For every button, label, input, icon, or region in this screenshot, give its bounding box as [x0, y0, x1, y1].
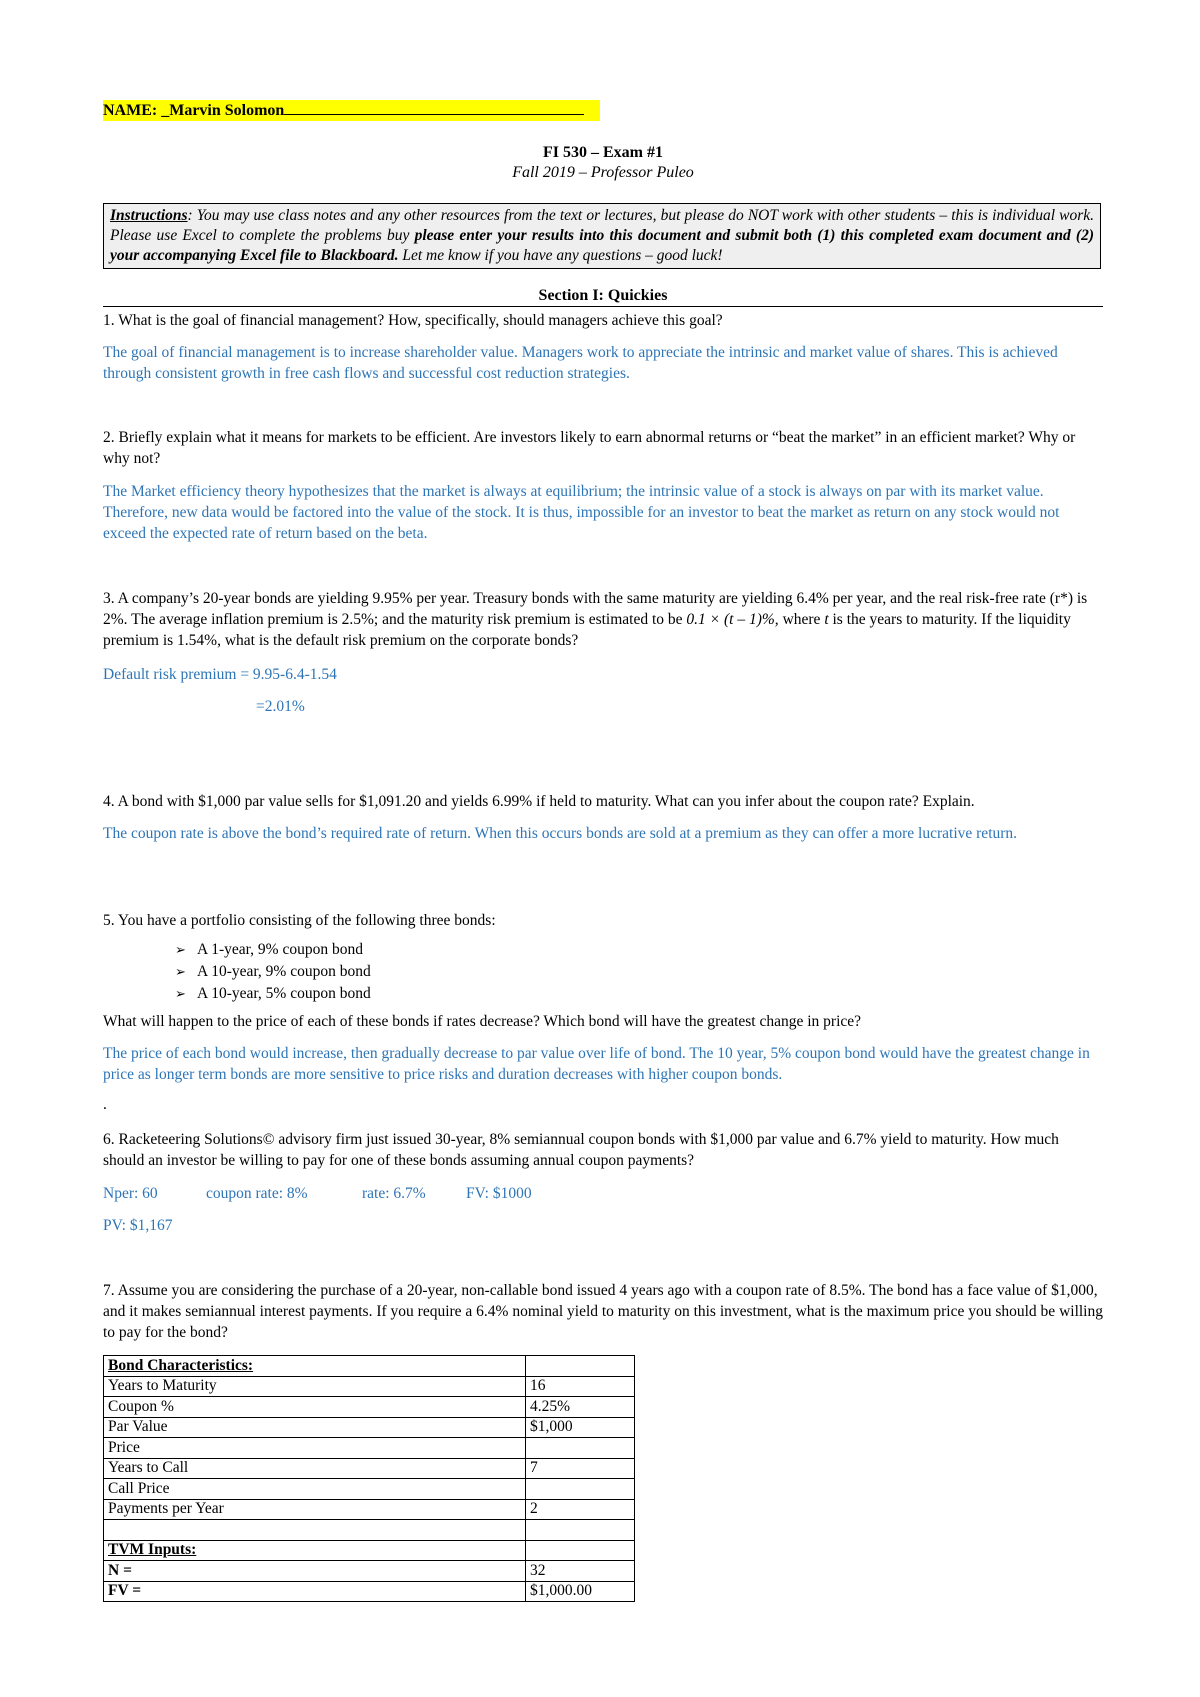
table-row [104, 1581, 635, 1602]
instructions-box [103, 203, 1101, 269]
bond-item-text: A 10-year, 5% coupon bond [197, 985, 371, 1002]
table-cell-value [526, 1540, 635, 1561]
list-item [175, 939, 371, 961]
section-title: Section I: Quickies [103, 287, 1103, 307]
answer-6-pv: PV: $1,167 [103, 1217, 173, 1234]
table-cell-label [104, 1520, 526, 1541]
table-cell-value [526, 1520, 635, 1541]
term-subtitle: Fall 2019 – Professor Puleo [512, 164, 694, 181]
table-row [104, 1397, 635, 1418]
table-cell-value: 2 [526, 1499, 635, 1520]
instructions-text-1: : You may use class notes and any other resources from the text or lectures, but please do NOT work with other students – this is individual work. Please use Excel to complete the problems buy [110, 207, 1094, 244]
table-cell-label: Price [104, 1438, 526, 1459]
answer-6-fv: FV: $1000 [466, 1185, 532, 1202]
answer-5: The price of each bond would increase, then gradually decrease to par value over life of bond. The 10 year, 5% coupon bond would have the greatest change in price as longer term bonds are more sensitive to price risks and duration decreases with higher coupon bonds. [103, 1045, 1090, 1083]
answer-6-nper: Nper: 60 [103, 1185, 158, 1202]
table-row [104, 1540, 635, 1561]
bond-table-body [104, 1356, 635, 1602]
table-cell-label: Bond Characteristics: [104, 1356, 526, 1377]
table-cell-value: 7 [526, 1458, 635, 1479]
table-row [104, 1479, 635, 1500]
table-cell-value: 16 [526, 1376, 635, 1397]
question-5-followup: What will happen to the price of each of these bonds if rates decrease? Which bond will have the greatest change in price? [103, 1013, 862, 1030]
table-cell-value [526, 1356, 635, 1377]
table-cell-label: Payments per Year [104, 1499, 526, 1520]
table-cell-value [526, 1438, 635, 1459]
course-title: FI 530 – Exam #1 [543, 144, 663, 161]
question-3-formula: 0.1 × (t – 1)%, [686, 611, 779, 628]
table-row [104, 1356, 635, 1377]
bond-item-text: A 10-year, 9% coupon bond [197, 963, 371, 980]
table-row [104, 1520, 635, 1541]
student-name: NAME: _Marvin Solomon [103, 102, 285, 119]
table-cell-label: Years to Maturity [104, 1376, 526, 1397]
table-row [104, 1438, 635, 1459]
answer-3-line-2: =2.01% [256, 698, 305, 715]
table-cell-label: FV = [104, 1581, 526, 1602]
question-2: 2. Briefly explain what it means for markets to be efficient. Are investors likely to earn abnormal returns or “beat the market” in an efficient market? Why or why not? [103, 429, 1076, 467]
table-cell-value: $1,000 [526, 1417, 635, 1438]
question-3-t: t [824, 611, 829, 628]
table-cell-label: Par Value [104, 1417, 526, 1438]
bond-table [103, 1355, 635, 1602]
table-cell-value [526, 1479, 635, 1500]
arrow-bullet-icon: ➢ [175, 965, 186, 980]
question-6: 6. Racketeering Solutions© advisory firm just issued 30-year, 8% semiannual coupon bonds with $1,000 par value and 6.7% yield to maturity. How much should an investor be willing to pay for one of these bonds assuming annual coupon payments? [103, 1131, 1059, 1169]
question-3-text-a: 3. A company’s 20-year bonds are yielding 9.95% per year. Treasury bonds with the same maturity are yielding 6.4% per year, and the real risk-free rate (r*) is 2%. The average inflation premium is 2.5%; and the maturity risk premium is estimated to be [103, 590, 1088, 628]
name-underline [284, 100, 584, 115]
question-3-text-b: where [778, 611, 825, 628]
instructions-label: Instructions [110, 207, 188, 224]
table-row [104, 1376, 635, 1397]
instructions-text-2: Let me know if you have any questions – good luck! [398, 247, 723, 264]
table-row [104, 1458, 635, 1479]
answer-6-rate: rate: 6.7% [362, 1185, 426, 1202]
answer-1: The goal of financial management is to increase shareholder value. Managers work to appreciate the intrinsic and market value of shares. This is achieved through consistent growth in free cash flows and successful cost reduction strategies. [103, 344, 1058, 382]
table-cell-label: TVM Inputs: [104, 1540, 526, 1561]
answer-2: The Market efficiency theory hypothesizes that the market is always at equilibrium; the intrinsic value of a stock is always on par with its market value. Therefore, new data would be factored into the value of the stock. It is thus, impossible for an investor to beat the market as return on any stock would not exceed the expected rate of return based on the beta. [103, 483, 1060, 542]
table-cell-value: $1,000.00 [526, 1581, 635, 1602]
answer-6-coupon: coupon rate: 8% [206, 1185, 308, 1202]
table-cell-label: N = [104, 1561, 526, 1582]
question-1: 1. What is the goal of financial management? How, specifically, should managers achieve this goal? [103, 312, 723, 329]
student-name-field [103, 100, 600, 121]
table-cell-value: 4.25% [526, 1397, 635, 1418]
table-cell-label: Coupon % [104, 1397, 526, 1418]
table-row [104, 1561, 635, 1582]
answer-4: The coupon rate is above the bond’s required rate of return. When this occurs bonds are sold at a premium as they can offer a more lucrative return. [103, 825, 1018, 842]
question-3 [103, 588, 1103, 651]
table-row [104, 1499, 635, 1520]
bond-list [175, 939, 371, 1005]
question-7: 7. Assume you are considering the purchase of a 20-year, non-callable bond issued 4 years ago with a coupon rate of 8.5%. The bond has a face value of $1,000, and it makes semiannual interest payments. If you require a 6.4% nominal yield to maturity on this investment, what is the maximum price you should be willing to pay for the bond? [103, 1282, 1103, 1341]
table-cell-label: Call Price [104, 1479, 526, 1500]
arrow-bullet-icon: ➢ [175, 987, 186, 1002]
list-item [175, 983, 371, 1005]
table-cell-label: Years to Call [104, 1458, 526, 1479]
list-item [175, 961, 371, 983]
bond-item-text: A 1-year, 9% coupon bond [197, 941, 363, 958]
question-5: 5. You have a portfolio consisting of the following three bonds: [103, 912, 496, 929]
table-cell-value: 32 [526, 1561, 635, 1582]
answer-3-line-1: Default risk premium = 9.95-6.4-1.54 [103, 666, 337, 683]
stray-dot: . [103, 1096, 107, 1113]
table-row [104, 1417, 635, 1438]
question-4: 4. A bond with $1,000 par value sells for $1,091.20 and yields 6.99% if held to maturity. What can you infer about the coupon rate? Explain. [103, 793, 975, 810]
arrow-bullet-icon: ➢ [175, 943, 186, 958]
question-3-text-c: is the years to maturity. If the liquidity premium is 1.54%, what is the default risk premium on the corporate bonds? [103, 611, 1071, 649]
instructions-bold: please enter your results into this document and submit both (1) this completed exam document and (2) your accompanying Excel file to Blackboard. [110, 227, 1094, 264]
